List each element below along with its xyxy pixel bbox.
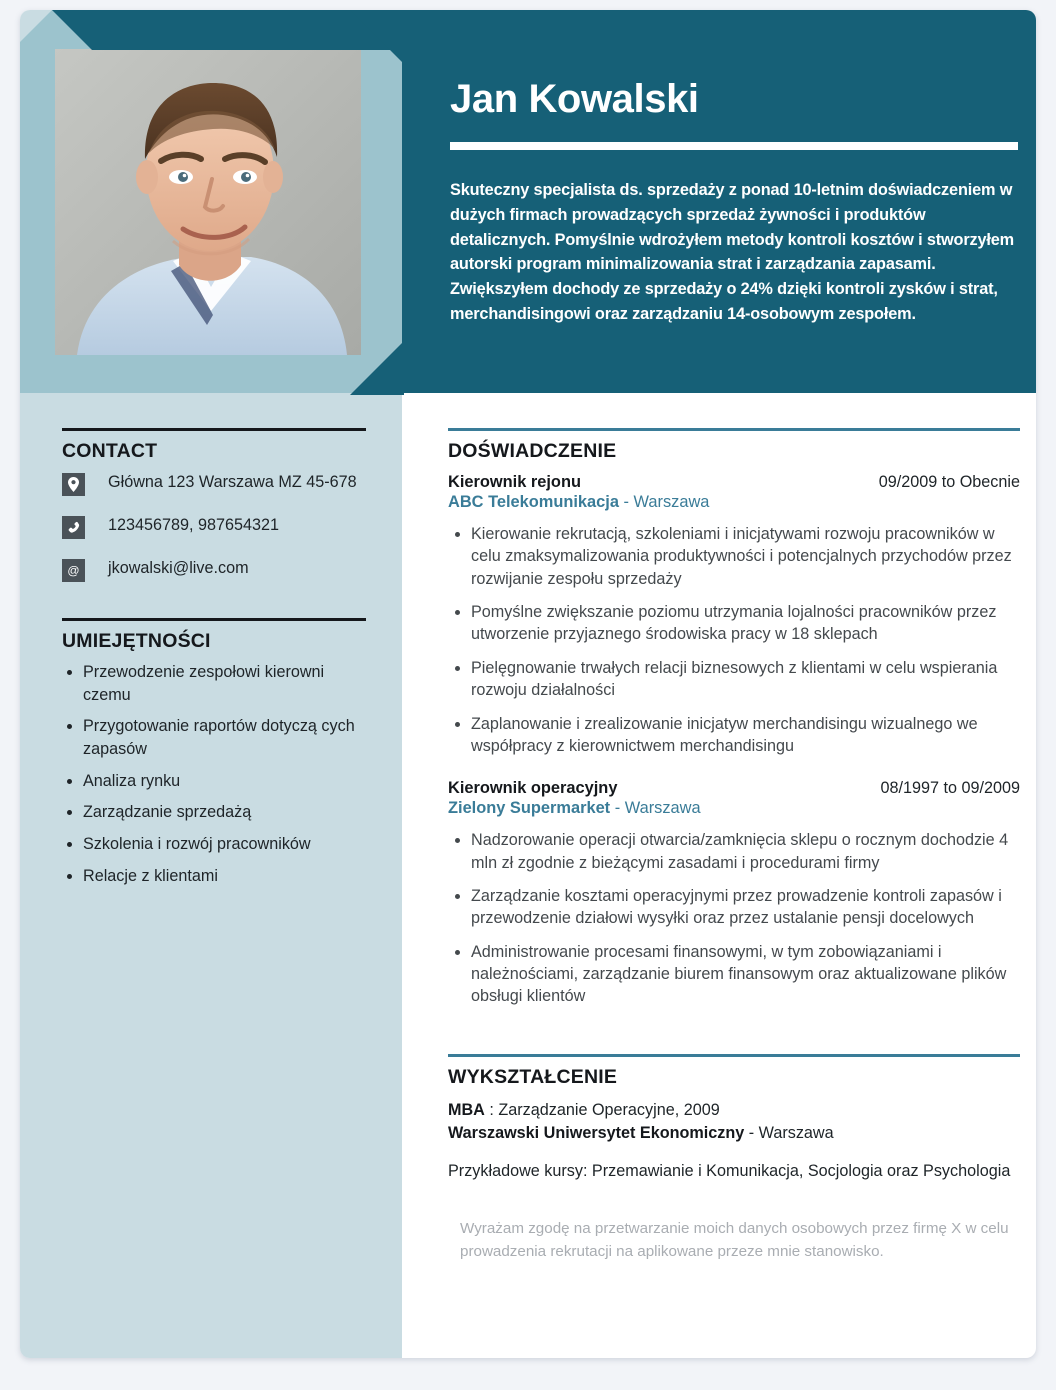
experience-divider	[448, 428, 1020, 431]
list-item: Administrowanie procesami finansowymi, w tym zobowiązaniami i należnościami, zarządzanie biurem finansowym oraz aktualizowane plików obsługi klientów	[448, 941, 1020, 1008]
profile-photo	[55, 49, 361, 355]
contact-divider	[62, 428, 366, 431]
contact-row-email	[62, 557, 366, 582]
job-bullets	[448, 523, 1020, 757]
skills-list	[62, 661, 366, 887]
job-header	[448, 473, 1020, 492]
education-school-location: - Warszawa	[744, 1123, 834, 1142]
job-location: - Warszawa	[623, 493, 710, 511]
experience-heading: DOŚWIADCZENIE	[448, 440, 617, 462]
job-bullets	[448, 829, 1020, 1008]
contact-heading: CONTACT	[62, 440, 158, 462]
contact-section	[62, 428, 366, 582]
skills-heading: UMIEJĘTNOŚCI	[62, 630, 211, 652]
job-company: Zielony Supermarket	[448, 799, 611, 818]
education-degree: MBA	[448, 1100, 485, 1119]
contact-row-address	[62, 471, 366, 496]
contact-address: Główna 123 Warszawa MZ 45-678	[108, 473, 357, 491]
list-item: Kierowanie rekrutacją, szkoleniami i inicjatywami rozwoju pracowników w celu zmaksymalizowania produktywności i potencjalnych przychodów przez rozwijanie zespołu sprzedaży	[448, 523, 1020, 590]
sidebar-content	[62, 428, 366, 923]
skills-section	[62, 618, 366, 887]
profile-summary: Skuteczny specjalista ds. sprzedaży z ponad 10-letnim doświadczeniem w dużych firmach prowadzących sprzedaż żywności i produktów detalicznych. Pomyślnie wdrożyłem metody kontroli kosztów i stworzyłem autorski program minimalizowania strat i zarządzania zapasami. Zwiększyłem dochody ze sprzedaży o 24% dzięki kontroli zysków i strat, merchandisingowi oraz zarządzaniu 14-osobowym zespołem.	[450, 181, 1015, 323]
list-item: Relacje z klientami	[62, 865, 366, 888]
map-pin-icon	[62, 473, 85, 496]
job-location: - Warszawa	[614, 799, 701, 818]
education-courses: Przykładowe kursy: Przemawianie i Komunikacja, Socjologia oraz Psychologia	[448, 1161, 1011, 1180]
job-title: Kierownik rejonu	[448, 473, 581, 491]
list-item: Zarządzanie sprzedażą	[62, 801, 366, 824]
list-item: Przygotowanie raportów dotyczą cych zapasów	[62, 715, 366, 760]
job-entry	[448, 779, 1020, 1008]
contact-phone: 123456789, 987654321	[108, 516, 280, 534]
list-item: Zaplanowanie i zrealizowanie inicjatyw merchandisingu wizualnego we współpracy z kierownictwem merchandisingu	[448, 713, 1020, 758]
job-company-line	[448, 799, 1020, 818]
contact-email: jkowalski@live.com	[108, 559, 249, 577]
list-item: Pielęgnowanie trwałych relacji biznesowych z klientami w celu wspierania rozwoju działalności	[448, 657, 1020, 702]
job-entry	[448, 473, 1020, 757]
skills-divider	[62, 618, 366, 621]
phone-icon	[62, 516, 85, 539]
education-school-line	[448, 1122, 1020, 1145]
education-degree-detail: : Zarządzanie Operacyjne, 2009	[484, 1100, 720, 1119]
job-dates: 09/2009 to Obecnie	[878, 473, 1020, 491]
svg-text:@: @	[67, 563, 80, 578]
job-dates: 08/1997 to 09/2009	[880, 779, 1020, 798]
list-item: Pomyślne zwiększanie poziomu utrzymania lojalności pracowników przez utworzenie przyjaznego środowiska pracy w 18 sklepach	[448, 601, 1020, 646]
header-top-strip	[52, 10, 402, 50]
education-heading: WYKSZTAŁCENIE	[448, 1065, 618, 1088]
title-underline	[450, 142, 1018, 150]
job-company-line	[448, 493, 1020, 512]
list-item: Zarządzanie kosztami operacyjnymi przez prowadzenie kontroli zapasów i przewodzenie działowi wysyłki oraz przez ustalanie pensji docelowych	[448, 885, 1020, 930]
education-divider	[448, 1054, 1020, 1057]
education-degree-line	[448, 1099, 1020, 1122]
page-title: Jan Kowalski	[450, 77, 699, 121]
list-item: Przewodzenie zespołowi kierowni czemu	[62, 661, 366, 706]
email-at-icon	[62, 559, 85, 582]
consent-statement: Wyrażam zgodę na przetwarzanie moich danych osobowych przez firmę X w celu prowadzenia rekrutacji na aplikowane przeze mnie stanowisko.	[460, 1219, 1009, 1261]
list-item: Nadzorowanie operacji otwarcia/zamknięcia sklepu o rocznym dochodzie 4 mln zł zgodnie z bieżącymi zasadami i procedurami firmy	[448, 829, 1020, 874]
job-company: ABC Telekomunikacja	[448, 493, 619, 511]
education-section	[448, 1054, 1020, 1183]
contact-row-phone	[62, 514, 366, 539]
header-content	[450, 10, 1020, 393]
resume-page	[20, 10, 1036, 1358]
job-header	[448, 779, 1020, 798]
list-item: Analiza rynku	[62, 770, 366, 793]
experience-section	[448, 428, 1020, 1008]
job-title: Kierownik operacyjny	[448, 779, 618, 798]
list-item: Szkolenia i rozwój pracowników	[62, 833, 366, 856]
education-school: Warszawski Uniwersytet Ekonomiczny	[448, 1123, 745, 1142]
main-content	[448, 428, 1020, 1264]
